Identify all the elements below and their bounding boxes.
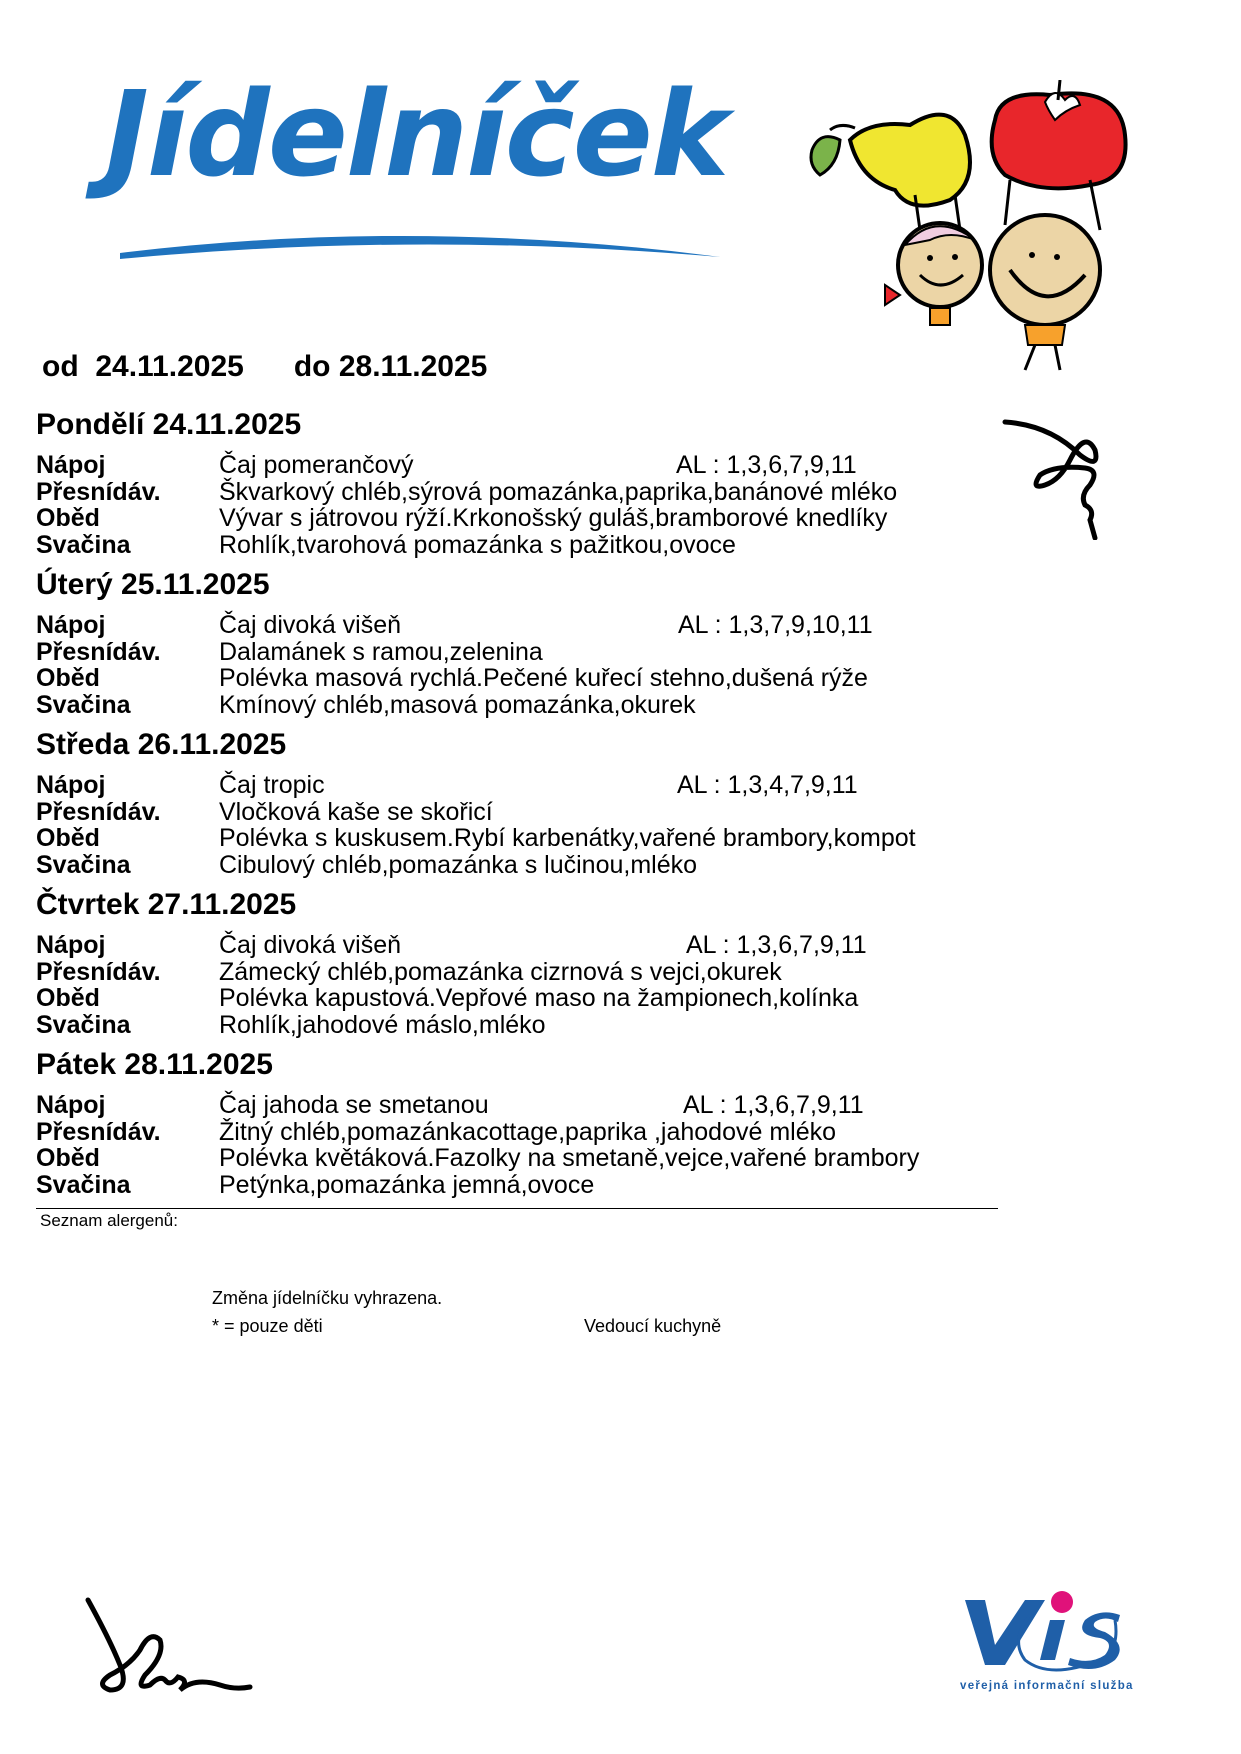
meal-value: Polévka kapustová.Vepřové maso na žampionech,kolínka bbox=[219, 984, 859, 1012]
meal-row-drink bbox=[36, 932, 1036, 959]
meal-value: Dalamánek s ramou,zelenina bbox=[219, 637, 543, 666]
day-title: Středa 26.11.2025 bbox=[36, 728, 287, 761]
meal-value: Čaj pomerančový bbox=[219, 451, 414, 479]
allergens: AL : 1,3,7,9,10,11 bbox=[678, 611, 873, 639]
meal-label: Svačina bbox=[36, 1010, 131, 1039]
date-range bbox=[42, 350, 487, 384]
day-section bbox=[36, 1048, 1036, 1198]
allergen-list-label: Seznam alergenů: bbox=[40, 1211, 178, 1230]
meal-row-lunch bbox=[36, 985, 1036, 1012]
meal-row-lunch bbox=[36, 825, 1036, 852]
meal-value: Polévka s kuskusem.Rybí karbenátky,vařené brambory,kompot bbox=[219, 824, 916, 852]
divider-line bbox=[36, 1208, 998, 1209]
meal-value: Rohlík,jahodové máslo,mléko bbox=[219, 1010, 546, 1039]
meal-row-snack-afternoon bbox=[36, 532, 1036, 559]
meal-value: Čaj divoká višeň bbox=[219, 611, 402, 639]
date-from: 24.11.2025 bbox=[95, 350, 244, 383]
meal-label: Oběd bbox=[36, 984, 100, 1012]
kids-with-fruit-illustration-icon bbox=[800, 80, 1130, 380]
meal-row-snack-morning bbox=[36, 1119, 1036, 1146]
title-swoosh-decoration bbox=[115, 225, 725, 265]
meal-value: Polévka květáková.Fazolky na smetaně,vejce,vařené brambory bbox=[219, 1144, 920, 1172]
meal-value: Čaj tropic bbox=[219, 771, 325, 799]
allergens: AL : 1,3,6,7,9,11 bbox=[683, 1091, 864, 1119]
meal-label: Nápoj bbox=[36, 1091, 106, 1119]
page-title: Jídelníček bbox=[105, 65, 728, 203]
meal-value: Rohlík,tvarohová pomazánka s pažitkou,ovoce bbox=[219, 530, 736, 559]
meal-row-snack-morning bbox=[36, 479, 1036, 506]
meal-value: Čaj jahoda se smetanou bbox=[219, 1091, 489, 1119]
allergens: AL : 1,3,4,7,9,11 bbox=[677, 771, 858, 799]
day-section bbox=[36, 408, 1036, 558]
meal-value: Čaj divoká višeň bbox=[219, 931, 402, 959]
meal-label: Nápoj bbox=[36, 611, 106, 639]
meal-value: Vývar s játrovou rýží.Krkonošský guláš,bramborové knedlíky bbox=[219, 504, 888, 532]
meal-row-lunch bbox=[36, 665, 1036, 692]
date-to: 28.11.2025 bbox=[338, 350, 488, 383]
meal-label: Svačina bbox=[36, 690, 131, 719]
meal-value: Petýnka,pomazánka jemná,ovoce bbox=[219, 1170, 595, 1199]
meal-label: Oběd bbox=[36, 664, 100, 692]
change-note: Změna jídelníčku vyhrazena. bbox=[212, 1288, 443, 1308]
meal-row-drink bbox=[36, 452, 1036, 479]
meal-value: Cibulový chléb,pomazánka s lučinou,mléko bbox=[219, 850, 698, 879]
signature-icon bbox=[80, 1595, 260, 1705]
meal-value: Zámecký chléb,pomazánka cizrnová s vejci,okurek bbox=[219, 957, 782, 986]
meal-row-drink bbox=[36, 1092, 1036, 1119]
meal-label: Přesnídáv. bbox=[36, 957, 161, 986]
day-title: Pátek 28.11.2025 bbox=[36, 1048, 273, 1081]
meal-label: Přesnídáv. bbox=[36, 797, 161, 826]
meal-label: Přesnídáv. bbox=[36, 477, 161, 506]
day-section bbox=[36, 888, 1036, 1038]
vis-logo bbox=[950, 1580, 1140, 1700]
date-from-label: od bbox=[42, 350, 79, 383]
vis-logo-icon bbox=[950, 1580, 1140, 1675]
meal-label: Svačina bbox=[36, 530, 131, 559]
meal-value: Polévka masová rychlá.Pečené kuřecí stehno,dušená rýže bbox=[219, 664, 868, 692]
meal-row-snack-afternoon bbox=[36, 692, 1036, 719]
vis-tagline: veřejná informační služba bbox=[960, 1680, 1134, 1692]
signature-icon bbox=[1000, 410, 1130, 540]
children-note: * = pouze děti bbox=[212, 1316, 323, 1336]
meal-value: Kmínový chléb,masová pomazánka,okurek bbox=[219, 690, 696, 719]
meal-row-snack-morning bbox=[36, 639, 1036, 666]
day-section bbox=[36, 568, 1036, 718]
meal-value: Vločková kaše se skořicí bbox=[219, 797, 493, 826]
meal-row-snack-afternoon bbox=[36, 1172, 1036, 1199]
allergens: AL : 1,3,6,7,9,11 bbox=[676, 451, 857, 479]
meal-label: Přesnídáv. bbox=[36, 1117, 161, 1146]
kitchen-head-label: Vedoucí kuchyně bbox=[584, 1316, 722, 1336]
meal-label: Nápoj bbox=[36, 931, 106, 959]
meal-label: Oběd bbox=[36, 504, 100, 532]
day-title: Úterý 25.11.2025 bbox=[36, 568, 270, 601]
day-section bbox=[36, 728, 1036, 878]
meal-label: Přesnídáv. bbox=[36, 637, 161, 666]
day-title: Pondělí 24.11.2025 bbox=[36, 408, 302, 441]
date-to-label: do bbox=[293, 350, 331, 383]
meal-value: Škvarkový chléb,sýrová pomazánka,paprika,banánové mléko bbox=[219, 477, 898, 506]
meal-row-snack-afternoon bbox=[36, 852, 1036, 879]
meal-row-snack-afternoon bbox=[36, 1012, 1036, 1039]
day-title: Čtvrtek 27.11.2025 bbox=[36, 888, 297, 921]
meal-label: Svačina bbox=[36, 850, 131, 879]
meal-label: Nápoj bbox=[36, 771, 106, 799]
meal-row-snack-morning bbox=[36, 799, 1036, 826]
meal-label: Svačina bbox=[36, 1170, 131, 1199]
meal-row-lunch bbox=[36, 1145, 1036, 1172]
meal-row-drink bbox=[36, 772, 1036, 799]
meal-label: Oběd bbox=[36, 824, 100, 852]
allergens: AL : 1,3,6,7,9,11 bbox=[686, 931, 867, 959]
meal-label: Oběd bbox=[36, 1144, 100, 1172]
meal-row-snack-morning bbox=[36, 959, 1036, 986]
meal-value: Žitný chléb,pomazánkacottage,paprika ,jahodové mléko bbox=[219, 1117, 837, 1146]
meal-row-lunch bbox=[36, 505, 1036, 532]
meal-label: Nápoj bbox=[36, 451, 106, 479]
meal-row-drink bbox=[36, 612, 1036, 639]
page-title-block bbox=[105, 65, 728, 275]
